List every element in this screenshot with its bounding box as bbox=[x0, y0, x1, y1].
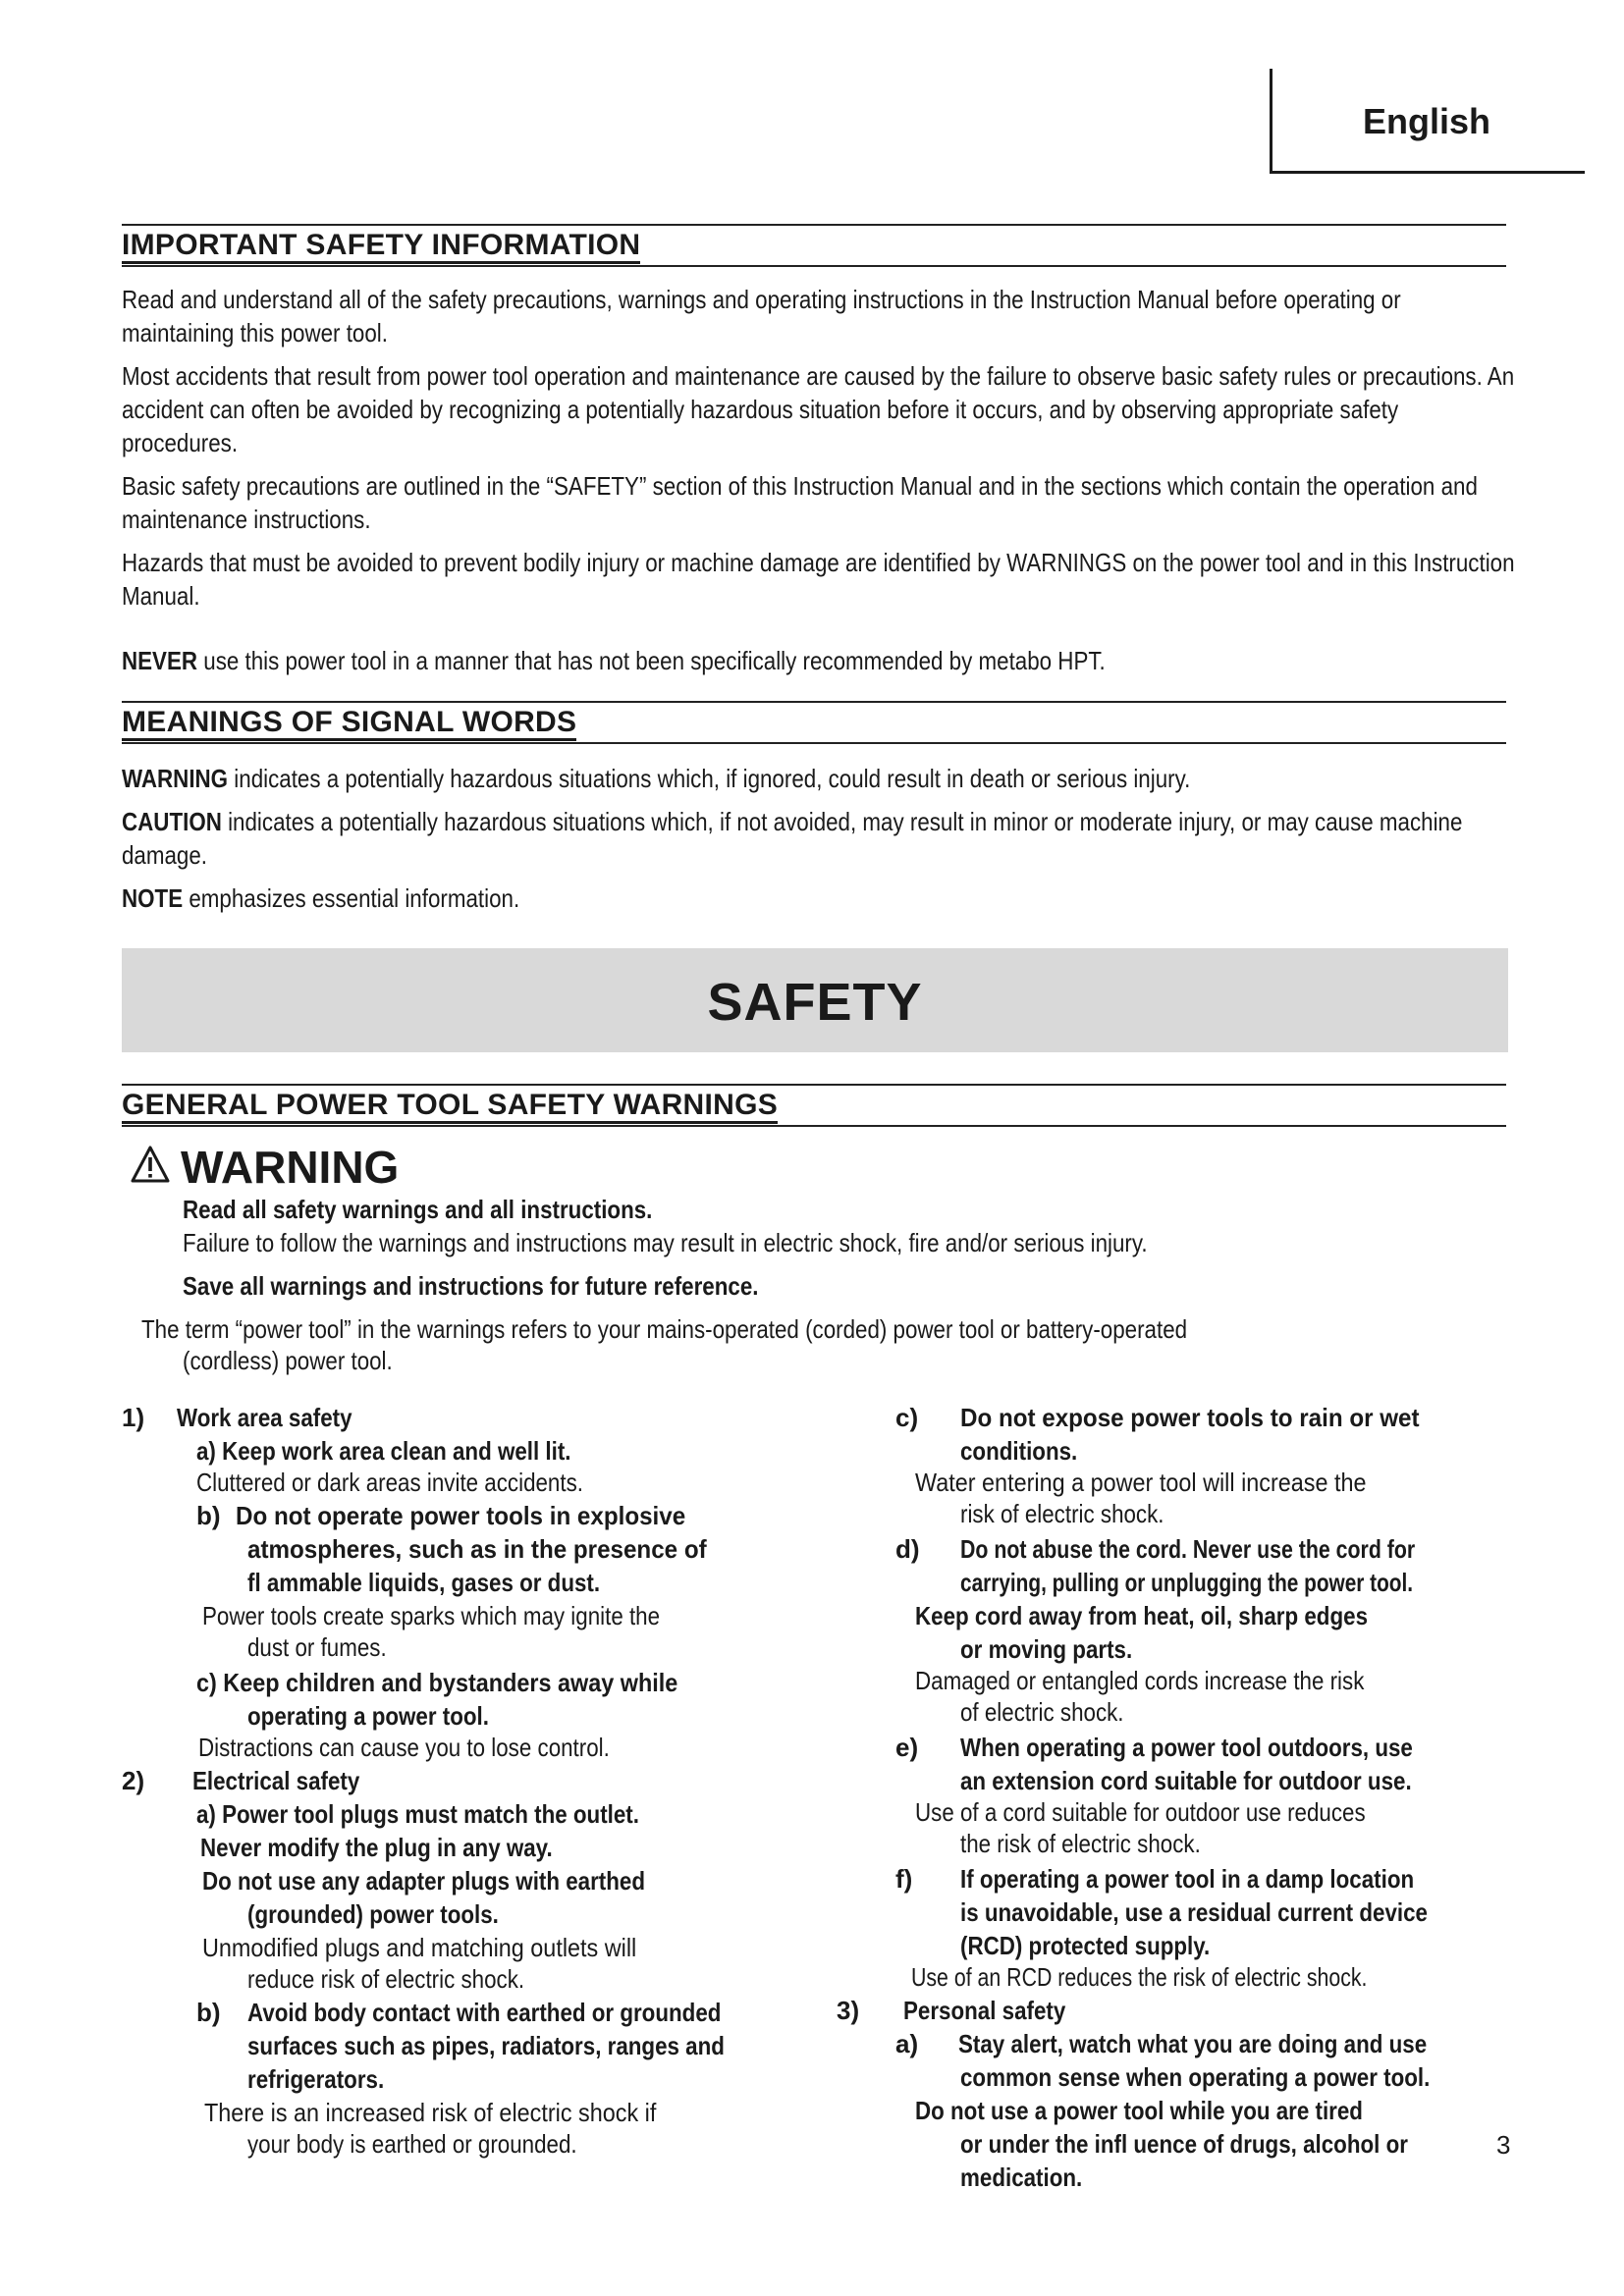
electrical-item-a-line-2: Never modify the plug in any way. bbox=[200, 1833, 553, 1862]
meanings-section-header bbox=[122, 701, 1506, 744]
electrical-item-d-body-2: of electric shock. bbox=[960, 1697, 1124, 1727]
caution-keyword: CAUTION bbox=[122, 807, 222, 836]
never-keyword: NEVER bbox=[122, 646, 198, 675]
save-all-instructions: Save all warnings and instructions for future reference. bbox=[183, 1271, 759, 1301]
warning-heading-title: WARNING bbox=[181, 1142, 400, 1193]
meanings-section-title: MEANINGS OF SIGNAL WORDS bbox=[122, 707, 576, 741]
warning-keyword: WARNING bbox=[122, 764, 229, 793]
failure-consequence: Failure to follow the warnings and instructions may result in electric shock, fire and/or serious injury. bbox=[183, 1228, 1148, 1257]
section-1-title: Work area safety bbox=[177, 1403, 352, 1432]
note-keyword: NOTE bbox=[122, 883, 184, 913]
important-paragraph-1: Read and understand all of the safety precautions, warnings and operating instructions in the Instruction Manual before operating or maintaining this power tool. bbox=[122, 285, 1401, 347]
important-section-header bbox=[122, 224, 1506, 267]
general-section-title: GENERAL POWER TOOL SAFETY WARNINGS bbox=[122, 1090, 778, 1124]
electrical-item-f-line-1: If operating a power tool in a damp location bbox=[960, 1864, 1415, 1894]
electrical-item-f-line-3: (RCD) protected supply. bbox=[960, 1931, 1211, 1960]
work-area-item-b-line-2: atmospheres, such as in the presence of bbox=[247, 1534, 707, 1564]
important-paragraph-3: Basic safety precautions are outlined in the “SAFETY” section of this Instruction Manual and in the sections which contain the operation and maintenance instructions. bbox=[122, 471, 1478, 534]
electrical-item-d-line-2: carrying, pulling or unplugging the power tool. bbox=[960, 1568, 1414, 1597]
caution-definition-text: indicates a potentially hazardous situations which, if not avoided, may result in minor or moderate injury, or may cause machine damage. bbox=[122, 807, 1463, 870]
read-all-instructions: Read all safety warnings and all instructions. bbox=[183, 1195, 653, 1224]
work-area-item-b-body-1: Power tools create sparks which may ignite the bbox=[202, 1601, 661, 1630]
important-paragraph-4: Hazards that must be avoided to prevent bodily injury or machine damage are identified by WARNINGS on the power tool and in this Instruction Manual. bbox=[122, 548, 1515, 611]
warning-definition-text: indicates a potentially hazardous situations which, if ignored, could result in death or serious injury. bbox=[234, 764, 1191, 793]
personal-item-a-line-5: medication. bbox=[960, 2163, 1083, 2192]
work-area-item-a-body: Cluttered or dark areas invite accidents. bbox=[196, 1468, 583, 1497]
electrical-item-e-line-2: an extension cord suitable for outdoor use. bbox=[960, 1766, 1412, 1795]
warning-triangle-icon bbox=[130, 1145, 171, 1184]
work-area-item-b-line-1: Do not operate power tools in explosive bbox=[236, 1501, 686, 1530]
electrical-item-a-line-4: (grounded) power tools. bbox=[247, 1899, 499, 1929]
electrical-item-c-line-2: conditions. bbox=[960, 1436, 1078, 1466]
electrical-item-c-label: c) bbox=[895, 1403, 919, 1432]
section-3-number: 3) bbox=[837, 1996, 860, 2025]
electrical-item-d-body-1: Damaged or entangled cords increase the risk bbox=[915, 1666, 1365, 1695]
electrical-item-d-line-1: Do not abuse the cord. Never use the cord for bbox=[960, 1534, 1416, 1564]
work-area-item-c-line-1: c) Keep children and bystanders away while bbox=[196, 1668, 678, 1697]
electrical-item-a-body-2: reduce risk of electric shock. bbox=[247, 1964, 525, 1994]
section-2-title: Electrical safety bbox=[192, 1766, 360, 1795]
general-section-header bbox=[122, 1084, 1506, 1127]
electrical-item-d-line-4: or moving parts. bbox=[960, 1634, 1133, 1664]
important-paragraph-2: Most accidents that result from power tool operation and maintenance are caused by the failure to observe basic safety rules or precautions. An accident can often be avoided by recognizing a potentially hazardous situation before it occurs, and by observing appropriate safety procedures. bbox=[122, 361, 1515, 457]
never-statement bbox=[122, 644, 1515, 677]
electrical-item-e-label: e) bbox=[895, 1733, 919, 1762]
work-area-item-a: a) Keep work area clean and well lit. bbox=[196, 1436, 571, 1466]
electrical-item-a-line-1: a) Power tool plugs must match the outlet. bbox=[196, 1799, 639, 1829]
electrical-item-b-label: b) bbox=[196, 1998, 221, 2027]
section-2-number: 2) bbox=[122, 1766, 145, 1795]
electrical-item-b-body-1: There is an increased risk of electric shock if bbox=[204, 2098, 657, 2127]
power-tool-term-line-2: (cordless) power tool. bbox=[183, 1346, 393, 1375]
work-area-item-b-body-2: dust or fumes. bbox=[247, 1632, 387, 1662]
electrical-item-a-body-1: Unmodified plugs and matching outlets will bbox=[202, 1933, 637, 1962]
work-area-item-c-line-2: operating a power tool. bbox=[247, 1701, 489, 1731]
electrical-item-e-body-1: Use of a cord suitable for outdoor use reduces bbox=[915, 1797, 1366, 1827]
safety-banner-title: SAFETY bbox=[707, 973, 923, 1032]
section-1-number: 1) bbox=[122, 1403, 145, 1432]
electrical-item-c-body-2: risk of electric shock. bbox=[960, 1499, 1164, 1528]
caution-definition bbox=[122, 805, 1515, 872]
electrical-item-b-body-2: your body is earthed or grounded. bbox=[247, 2129, 577, 2159]
personal-item-a-line-3: Do not use a power tool while you are tired bbox=[915, 2096, 1363, 2125]
electrical-item-e-body-2: the risk of electric shock. bbox=[960, 1829, 1201, 1858]
electrical-item-d-label: d) bbox=[895, 1534, 920, 1564]
note-definition bbox=[122, 881, 1515, 915]
section-3-title: Personal safety bbox=[903, 1996, 1066, 2025]
power-tool-term-line-1: The term “power tool” in the warnings refers to your mains-operated (corded) power tool or battery-operated bbox=[141, 1314, 1188, 1344]
work-area-item-b-line-3: fl ammable liquids, gases or dust. bbox=[247, 1568, 601, 1597]
electrical-item-f-label: f) bbox=[895, 1864, 913, 1894]
warning-definition bbox=[122, 762, 1515, 795]
work-area-item-c-body: Distractions can cause you to lose control. bbox=[198, 1733, 610, 1762]
note-definition-text: emphasizes essential information. bbox=[189, 883, 520, 913]
personal-item-a-line-2: common sense when operating a power tool. bbox=[960, 2062, 1431, 2092]
electrical-item-b-line-3: refrigerators. bbox=[247, 2064, 385, 2094]
electrical-item-e-line-1: When operating a power tool outdoors, use bbox=[960, 1733, 1413, 1762]
never-text: use this power tool in a manner that has not been specifically recommended by metabo HPT. bbox=[203, 646, 1106, 675]
electrical-item-b-line-1: Avoid body contact with earthed or grounded bbox=[247, 1998, 722, 2027]
work-area-item-b-label: b) bbox=[196, 1501, 221, 1530]
personal-item-a-line-1: Stay alert, watch what you are doing and use bbox=[958, 2029, 1428, 2058]
electrical-item-c-line-1: Do not expose power tools to rain or wet bbox=[960, 1403, 1420, 1432]
electrical-item-c-body-1: Water entering a power tool will increase the bbox=[915, 1468, 1367, 1497]
electrical-item-f-line-2: is unavoidable, use a residual current device bbox=[960, 1897, 1428, 1927]
electrical-item-f-body: Use of an RCD reduces the risk of electric shock. bbox=[911, 1962, 1368, 1992]
personal-item-a-label: a) bbox=[895, 2029, 919, 2058]
page-number: 3 bbox=[1496, 2130, 1511, 2160]
safety-banner bbox=[122, 948, 1508, 1052]
language-label: English bbox=[1363, 101, 1491, 141]
personal-item-a-line-4: or under the infl uence of drugs, alcohol or bbox=[960, 2129, 1408, 2159]
electrical-item-d-line-3: Keep cord away from heat, oil, sharp edges bbox=[915, 1601, 1369, 1630]
electrical-item-b-line-2: surfaces such as pipes, radiators, ranges and bbox=[247, 2031, 725, 2060]
electrical-item-a-line-3: Do not use any adapter plugs with earthed bbox=[202, 1866, 645, 1896]
important-section-title: IMPORTANT SAFETY INFORMATION bbox=[122, 230, 640, 264]
